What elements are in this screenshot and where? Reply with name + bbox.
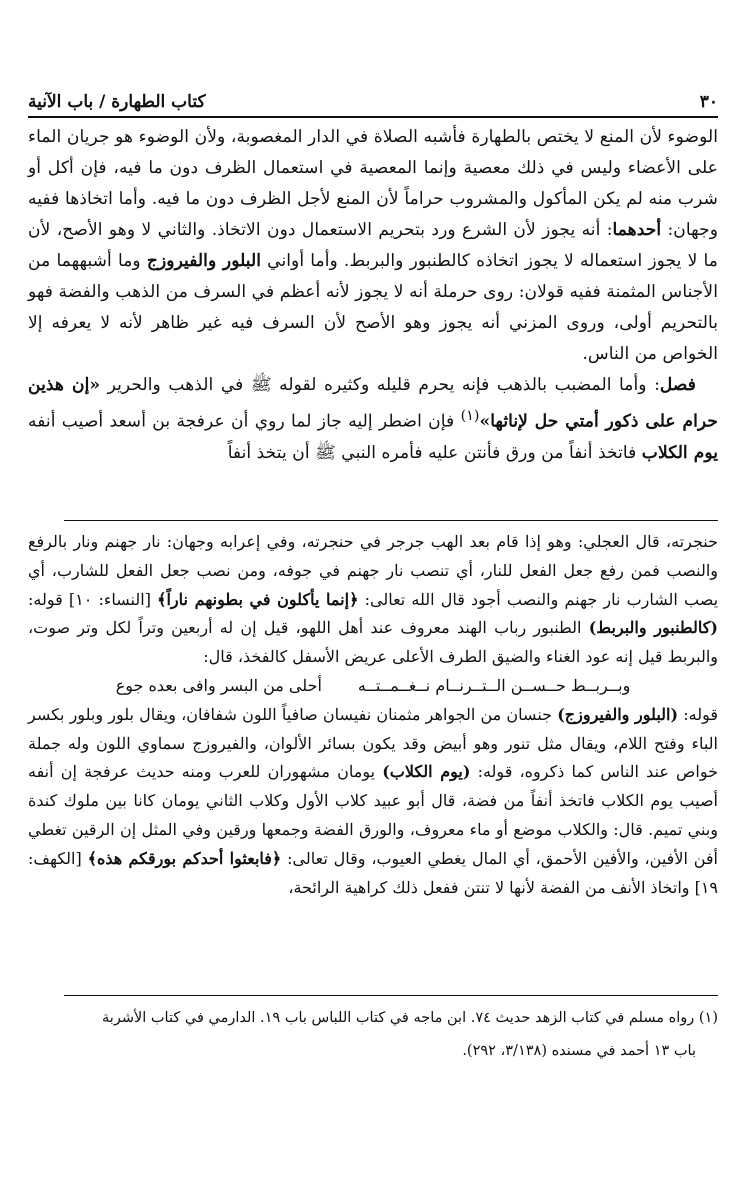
text-run: حنجرته، قال العجلي: وهو إذا قام بعد الهب جرجر في حنجرته، وفي إعرابه وجهان: نار جهنم ونار بالرفع والنصب فمن رفع جعل الفعل للنار، أي تنصب نار جهنم في جوفه، ومن نصب جعل الفعل للشارب، أي يصب الشارب نار جهنم والنصب أجود قال الله تعالى: — [28, 532, 719, 609]
text-run: الوضوء لأن المنع لا يختص بالطهارة فأشبه الصلاة في الدار المغصوبة، ولأن الوضوء هو جريان الماء على الأعضاء وليس في ذلك معصية وإنما المعصية في استعمال الظرف دون ما فيه، فإن أكل أو شرب منه لم يكن المأكول والمشروب حراماً لأن المنع لأجل الظرف دون ما فيه. وأما اتخاذها ففيه وجهان: — [28, 127, 718, 240]
verse-hemistich-right: وبــربــط حــســن الــتــرنــام نــغــمــتــه — [357, 675, 631, 695]
section-paragraph — [28, 370, 718, 469]
bold-term: (كالطنبور والبربط) — [588, 618, 718, 638]
text-run: الطنبور رباب الهند معروف عند أهل اللهو، قيل إن له أربعين وتراً لكل وتر صوت، والبربط قيل إنه عود الغناء والضيق الطرف الأعلى عريض الأسفل كالفخذ، قال: — [28, 618, 718, 667]
section-label: فصل — [659, 375, 696, 395]
text-run: [الكهف: ١٩] واتخاذ الأنف من الفضة لأنها لا تنتن ففعل ذلك كراهية الرائحة، — [28, 848, 718, 897]
footnote-divider — [64, 995, 718, 996]
header-divider — [28, 116, 718, 118]
main-paragraph — [28, 122, 718, 370]
text-run: قوله: — [678, 704, 719, 724]
footnote-line: باب ١٣ أحمد في مسنده (٣/١٣٨، ٢٩٢). — [462, 1043, 696, 1059]
text-run: : وأما المضبب بالذهب فإنه يحرم قليله وكثيره لقوله ﷺ في الذهب والحرير — [100, 375, 660, 395]
poetry-verse — [28, 672, 718, 701]
bold-term: (البلور والفيروزج) — [557, 704, 679, 724]
bold-term: يوم الكلاب — [641, 442, 718, 463]
page-number: ٣٠ — [699, 92, 718, 112]
text-run: وما أشبههما من الأجناس المثمنة ففيه قولان: روى حرملة أنه لا يجوز لأنه أعظم في السرف من الذهب والفضة فهو بالتحريم أولى، وروى المزني أنه يجوز وهو الأصح لأن السرف فيه غير ظاهر لأنه لا يعرفه إلا الخواص من الناس. — [28, 251, 718, 364]
commentary-text — [28, 528, 718, 902]
hadith-quote: «إن هذين حرام على ذكور أمتي حل لإناثها» — [28, 375, 718, 432]
bold-term: البلور والفيروزج — [146, 251, 261, 271]
quran-quote: ﴿إنما يأكلون في بطونهم ناراً﴾ — [157, 589, 359, 609]
text-run: فإن اضطر إليه جاز لما روي أن عرفجة بن أسعد أصيب أنفه — [28, 411, 461, 432]
quran-quote: ﴿فابعثوا أحدكم بورقكم هذه﴾ — [87, 848, 282, 868]
footnotes — [28, 1002, 718, 1068]
bold-term: أحدهما — [612, 220, 662, 240]
text-run: فاتخذ أنفاً من ورق فأنتن عليه فأمره النبي ﷺ أن يتخذ أنفاً — [227, 442, 642, 463]
text-run: جنسان من الجواهر مثمنان نفيسان صافياً اللون شفافان، ويقال بلور وبلور بكسر الباء وفتح اللام، ويقال مثل تنور وهو أبيض وقد يكون بسائر الألوان، والفيروزج سماوي اللون وله جملة خواص عند الناس كما ذكروه، قوله: — [28, 704, 718, 782]
commentary-paragraph — [28, 528, 718, 672]
footnote-line: (١) رواه مسلم في كتاب الزهد حديث ٧٤. ابن ماجه في كتاب اللباس باب ١٩. الدارمي في كتاب الأشربة — [102, 1010, 718, 1026]
text-run: [النساء: ١٠] قوله: — [28, 589, 158, 609]
page-header — [28, 72, 718, 112]
bold-term: (يوم الكلاب) — [382, 762, 471, 782]
commentary-divider — [64, 520, 718, 521]
main-text — [28, 122, 718, 469]
footnote-marker: (١) — [460, 408, 480, 424]
commentary-paragraph — [28, 701, 718, 903]
running-title: كتاب الطهارة / باب الآنية — [28, 92, 206, 112]
text-run: يومان مشهوران للعرب ومنه حديث عرفجة إن أنفه أصيب يوم الكلاب فاتخذ أنفاً من فضة، قال أبو عبيد كلاب الأول وكلاب الثاني يومان كانا بين ملوك كندة وبني تميم. قال: والكلاب موضع أو ماء معروف، والورق الفضة وجمعها ورقين وفي المثل إن الرقين تغطي أفن الأفين، والأفين الأحمق، أي المال يغطي العيوب، وقال تعالى: — [28, 762, 719, 868]
verse-hemistich-left: أحلى من البسر وافى بعده جوع — [115, 675, 322, 695]
text-run: : أنه يجوز لأن الشرع ورد بتحريم الاستعمال دون الاتخاذ. والثاني لا وهو الأصح، لأن ما لا يجوز استعماله لا يجوز اتخاذه كالطنبور والبربط. وأما أواني — [28, 220, 718, 271]
